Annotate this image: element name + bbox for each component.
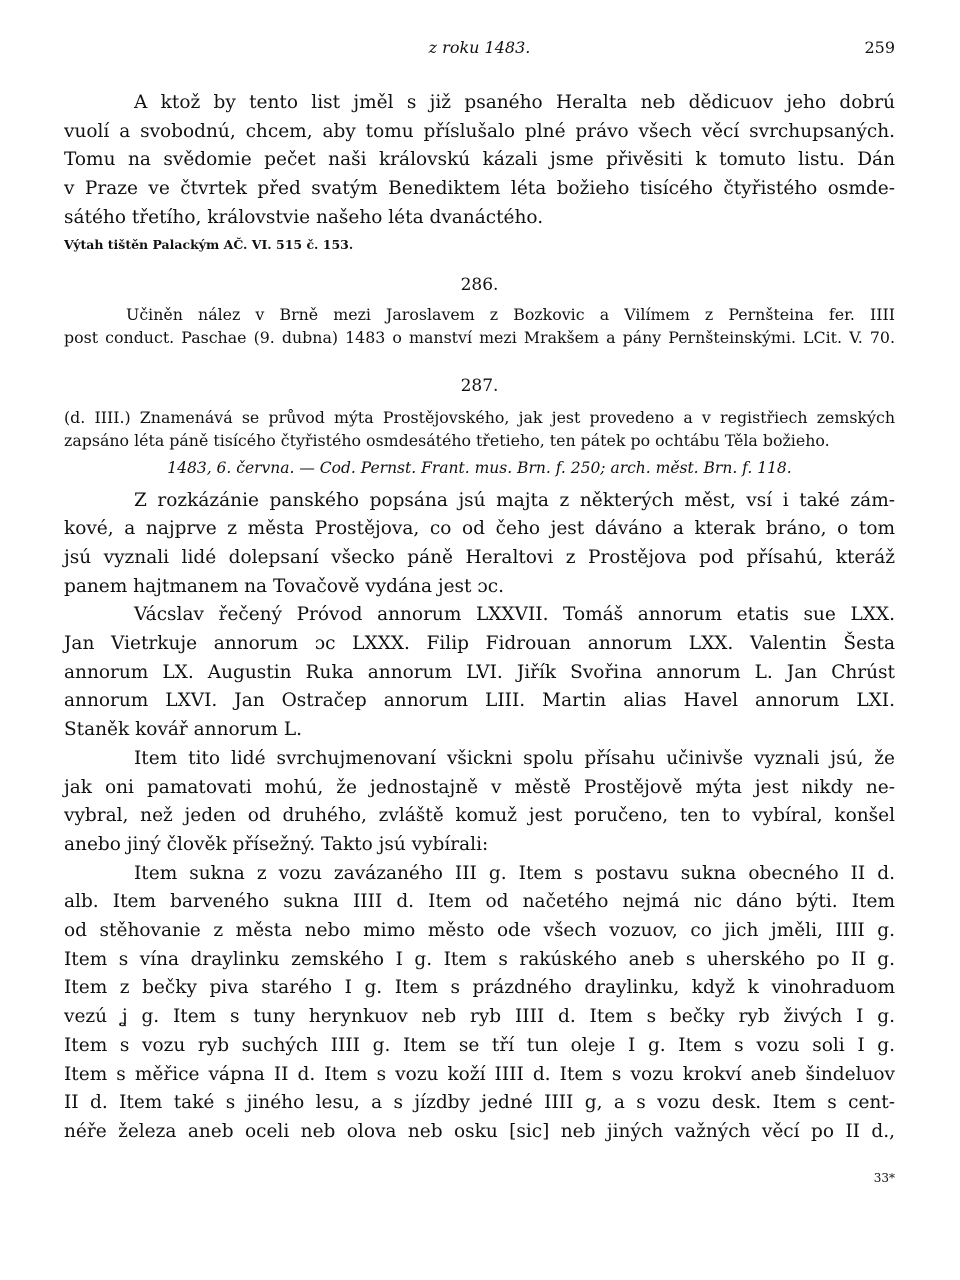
text-line: jak oni pamatovati mohú, že jednostajně v městě Prostějově mýta jest nikdy ne- — [64, 776, 895, 798]
page-number: 259 — [864, 38, 895, 57]
text-line: jsú vyznali lidé dolepsaní všecko páně Heraltovi z Prostějova pod přísahú, kteráž — [64, 546, 895, 568]
text-line: Item s měřice vápna II d. Item s vozu koží IIII d. Item s vozu krokví aneb šindeluov — [64, 1063, 895, 1085]
paragraph-2 — [64, 601, 895, 745]
document-number-286: 286. — [460, 274, 499, 295]
text-line: vezú ʝ g. Item s tuny herynkuov neb ryb IIII d. Item s bečky ryb živých I g. — [64, 1006, 895, 1028]
text-line: annorum LXVI. Jan Ostračep annorum LIII. Martin alias Havel annorum LXI. — [64, 690, 895, 712]
paragraph-1 — [64, 487, 895, 602]
paragraph-3 — [64, 745, 895, 860]
regest-line: (d. IIII.) Znamenává se průvod mýta Prostějovského, jak jest provedeno a v registřiech zemských — [64, 407, 895, 427]
text-line: A ktož by tento list jměl s již psaného Heralta neb dědicuov jeho dobrú — [134, 92, 895, 113]
regest-line: Učiněn nález v Brně mezi Jaroslavem z Bozkovic a Vilímem z Pernšteina fer. IIII — [126, 304, 895, 324]
document-number-287: 287. — [460, 375, 499, 396]
text-line: sátého třetího, královstvie našeho léta dvanáctého. — [64, 206, 544, 228]
text-line: vybral, než jeden od druhého, zvláště komuž jest poručeno, ten to vybíral, konšel — [64, 805, 895, 827]
text-line: panem hajtmanem na Tovačově vydána jest ɔc. — [64, 575, 504, 597]
text-line: Z rozkázánie panského popsána jsú majta z některých měst, vsí i také zám- — [134, 489, 895, 511]
text-line: Item tito lidé svrchujmenovaní všickni spolu přísahu učinivše vyznali jsú, že — [134, 747, 895, 769]
text-line: Item s vína draylinku zemského I g. Item s rakúského aneb s uherského po II g. — [64, 948, 895, 970]
dating-line: 1483, 6. června. — Cod. Pernst. Frant. mus. Brn. f. 250; arch. měst. Brn. f. 118. — [167, 458, 792, 477]
running-title: z roku 1483. — [428, 38, 531, 57]
text-line: vuolí a svobodnú, chcem, aby tomu příslušalo plné právo všech věcí svrchupsaných. — [64, 120, 895, 142]
text-line: annorum LX. Augustin Ruka annorum LVI. Jiřík Svořina annorum L. Jan Chrúst — [64, 661, 895, 683]
text-line: anebo jiný člověk přísežný. Takto jsú vybírali: — [64, 833, 489, 855]
text-line: kové, a najprve z města Prostějova, co od čeho jest dáváno a kterak bráno, o tom — [64, 518, 895, 540]
text-line: néře železa aneb oceli neb olova neb osku [sic] neb jiných važných věcí po II d., — [64, 1120, 895, 1142]
regest-286 — [64, 303, 895, 350]
text-line: II d. Item také s jiného lesu, a s jízdby jedné IIII g, a s vozu desk. Item s cent- — [64, 1092, 895, 1114]
regest-line: zapsáno léta páně tisícého čtyřistého osmdesátého třetieho, ten pátek po ochtábu Těla božieho. — [64, 431, 830, 451]
text-line: Jan Vietrkuje annorum ɔc LXXX. Filip Fidrouan annorum LXX. Valentin Šesta — [64, 633, 895, 655]
text-line: od stěhovanie z města nebo mimo město ode všech vozuov, co jich jměli, IIII g. — [64, 920, 895, 942]
intro-paragraph — [64, 89, 895, 255]
regest-line: post conduct. Paschae (9. dubna) 1483 o manství mezi Mrakšem a pány Pernšteinskými. LCit. V. 70. — [64, 328, 895, 348]
text-line: Vácslav řečený Próvod annorum LXXVII. Tomáš annorum etatis sue LXX. — [134, 604, 895, 626]
text-line: Item s vozu ryb suchých IIII g. Item se tří tun oleje I g. Item s vozu soli I g. — [64, 1034, 895, 1056]
text-line: Tomu na svědomie pečet naši královskú kázali jsme přivěsiti k tomuto listu. Dán — [64, 149, 895, 171]
text-line: Item sukna z vozu zavázaného III g. Item s postavu sukna obecného II d. — [134, 862, 895, 884]
text-line: Staněk kovář annorum L. — [64, 719, 302, 741]
text-line: alb. Item barveného sukna IIII d. Item od načetého nejmá nic dáno býti. Item — [64, 891, 895, 913]
document-page — [64, 38, 895, 1185]
source-note: Výtah tištěn Palackým AČ. VI. 515 č. 153. — [64, 236, 354, 252]
text-line: v Praze ve čtvrtek před svatým Benediktem léta božieho tisícého čtyřistého osmde- — [64, 178, 895, 200]
paragraph-4 — [64, 860, 895, 1147]
regest-287 — [64, 406, 895, 453]
signature-mark: 33* — [873, 1170, 895, 1185]
page-header — [64, 38, 895, 66]
text-line: Item z bečky piva starého I g. Item s prázdného draylinku, když k vinohraduom — [64, 977, 895, 999]
